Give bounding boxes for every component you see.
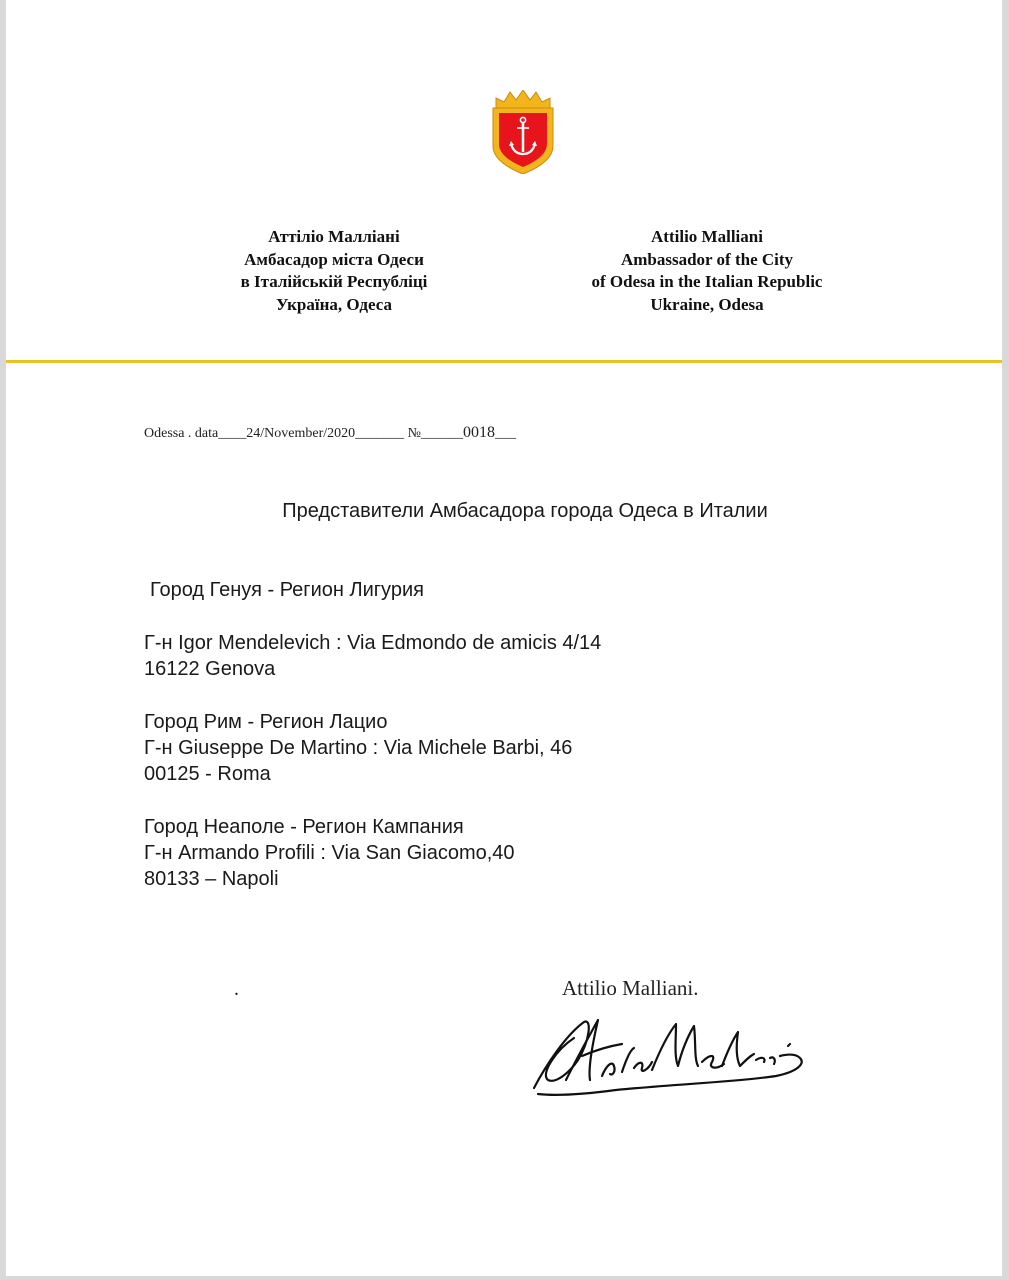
section-naples	[144, 814, 515, 892]
document-date: 24/November/2020	[246, 426, 356, 441]
section-rome	[144, 709, 572, 787]
ambassador-title-uk-line2: в Італійській Республіці	[240, 272, 428, 291]
meta-between: _______ №______	[355, 426, 463, 441]
location-uk: Україна, Одеса	[276, 294, 392, 314]
document-page	[6, 0, 1002, 1276]
ambassador-name-uk: Аттіліо Малліані	[268, 227, 400, 246]
ambassador-name-en: Attilio Malliani	[651, 227, 763, 246]
signatory-name: Attilio Malliani.	[562, 976, 699, 1000]
stray-dot: .	[234, 978, 239, 1000]
section-region: Город Неаполе - Регион Кампания	[144, 816, 464, 838]
section-postal: 80133 – Napoli	[144, 868, 279, 890]
header-english	[562, 226, 852, 316]
section-postal: 00125 - Roma	[144, 763, 271, 785]
section-postal: 16122 Genova	[144, 658, 276, 680]
ambassador-title-uk-line1: Амбасадор міста Одеси	[244, 249, 424, 269]
document-title: Представители Амбасадора города Одеса в Италии	[282, 500, 768, 522]
header-ukrainian	[206, 226, 462, 316]
section-genoa-details	[144, 630, 601, 682]
meta-prefix: Odessa . data____	[144, 426, 247, 441]
ambassador-title-en-line2: of Odesa in the Italian Republic	[591, 272, 823, 291]
ambassador-title-en-line1: Ambassador of the City	[620, 249, 794, 269]
section-genoa	[150, 577, 424, 603]
section-person: Г-н Igor Mendelevich : Via Edmondo de amicis 4/14	[144, 632, 602, 654]
section-person: Г-н Armando Profili : Via San Giacomo,40	[144, 842, 515, 864]
meta-suffix: ___	[495, 426, 516, 441]
section-region: Город Генуя - Регион Лигурия	[150, 579, 424, 601]
odesa-coat-of-arms-icon	[490, 90, 556, 174]
location-en: Ukraine, Odesa	[650, 294, 764, 314]
header-divider	[6, 360, 1002, 363]
date-number-line	[144, 424, 516, 442]
document-number: 0018	[463, 424, 495, 441]
section-person: Г-н Giuseppe De Martino : Via Michele Barbi, 46	[144, 737, 573, 759]
handwritten-signature	[526, 1010, 816, 1100]
section-region: Город Рим - Регион Лацио	[144, 711, 388, 733]
